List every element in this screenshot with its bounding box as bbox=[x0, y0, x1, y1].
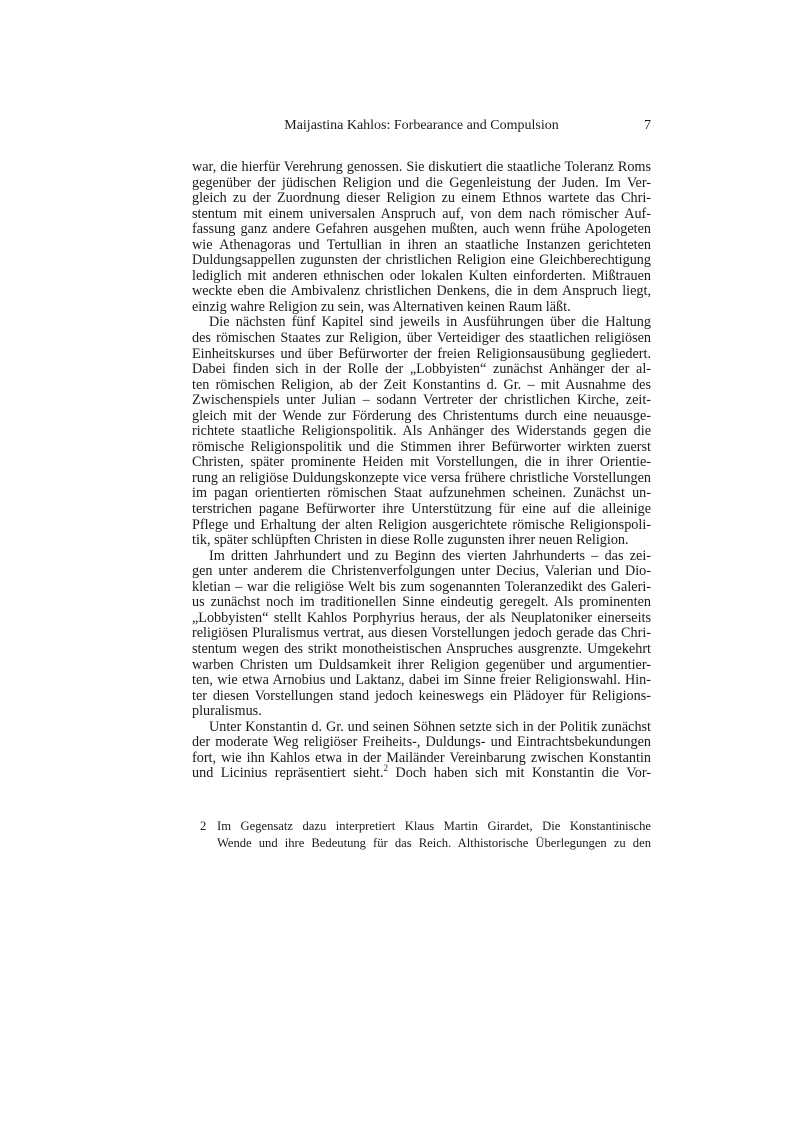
text-line: Pflege und Erhaltung der alten Religion ausgerichtete römische Religionspoli- bbox=[192, 516, 651, 533]
text-line: us zunächst noch im traditionellen Sinne eindeutig geregelt. Als prominenten bbox=[192, 594, 651, 611]
paragraph bbox=[192, 315, 651, 548]
text-line: Dabei finden sich in der Rolle der „Lobbyisten“ zunächst Anhänger der al- bbox=[192, 361, 651, 378]
text-line: gegenüber der jüdischen Religion und die Gegenleistung der Juden. Im Ver- bbox=[192, 174, 651, 191]
text-line: gen unter anderem die Christenverfolgungen unter Decius, Valerian und Dio- bbox=[192, 563, 651, 580]
text-line: „Lobbyisten“ stellt Kahlos Porphyrius heraus, der als Neuplatoniker einerseits bbox=[192, 609, 651, 626]
paragraph bbox=[192, 160, 651, 315]
text-line: fort, wie ihn Kahlos etwa in der Mailänder Vereinbarung zwischen Konstantin bbox=[192, 749, 651, 766]
footnote-text: Wende und ihre Bedeutung für das Reich. Althistorische Überlegungen zu den bbox=[217, 835, 651, 850]
text-line: warben Christen um Duldsamkeit ihrer Religion gegenüber und argumentier- bbox=[192, 656, 651, 673]
text-line: war, die hierfür Verehrung genossen. Sie diskutiert die staatliche Toleranz Roms bbox=[192, 159, 651, 175]
text-line: ten, wie etwa Arnobius und Laktanz, dabei im Sinne freier Religionswahl. Hin- bbox=[192, 672, 651, 689]
text-line: ten römischen Religion, ab der Zeit Konstantins d. Gr. – mit Ausnahme des bbox=[192, 376, 651, 393]
paragraph bbox=[192, 549, 651, 720]
footnote-number: 2 bbox=[200, 819, 207, 833]
text-line: pluralismus. bbox=[192, 703, 262, 720]
text-line: des römischen Staates zur Religion, über Verteidiger des staatlichen religiösen bbox=[192, 330, 651, 347]
text-line: Im dritten Jahrhundert und zu Beginn des vierten Jahrhunderts – das zei- bbox=[209, 547, 651, 564]
text-line: römische Religionspolitik und die Stimmen ihrer Befürworter wirkten zuerst bbox=[192, 438, 651, 455]
text-line: stentum wegen des strikt monotheistischen Anspruches ausgrenzte. Umgekehrt bbox=[192, 640, 651, 657]
text-line: Zwischenspiels unter Julian – sodann Vertreter der christlichen Kirche, zeit- bbox=[192, 392, 651, 409]
text-line: lediglich mit anderen ethnischen oder lokalen Kulten einforderten. Mißtrauen bbox=[192, 267, 651, 284]
running-title: Maijastina Kahlos: Forbearance and Compulsion bbox=[284, 118, 559, 133]
page-number: 7 bbox=[644, 118, 651, 133]
text-line: einzig wahre Religion zu sein, was Alternativen keinen Raum läßt. bbox=[192, 298, 571, 315]
text-line: gleich mit der Wende zur Förderung des Christentums durch eine neuausge- bbox=[192, 407, 651, 424]
text-line: richtete staatliche Religionspolitik. Als Anhänger des Widerstands gegen die bbox=[192, 423, 651, 440]
text-line: Die nächsten fünf Kapitel sind jeweils in Ausführungen über die Haltung bbox=[209, 314, 651, 331]
text-line: fassung ganz andere Gefahren ausgehen mußten, auch wenn frühe Apologeten bbox=[192, 221, 651, 238]
text-line: Christen, später prominente Heiden mit Vorstellungen, die in ihrer Orientie- bbox=[192, 454, 651, 471]
text-line: stentum mit einem universalen Anspruch auf, von dem nach römischer Auf- bbox=[192, 205, 651, 222]
text-line bbox=[192, 763, 651, 782]
text-line: tik, später schlüpften Christen in diese Rolle zugunsten ihrer neuen Religion. bbox=[192, 532, 629, 549]
text-line: ter diesen Vorstellungen stand jedoch keineswegs ein Plädoyer für Religions- bbox=[192, 687, 651, 704]
text-segment: Doch haben sich mit Konstantin die Vor- bbox=[388, 765, 651, 782]
paragraph bbox=[192, 720, 651, 782]
text-line: der moderate Weg religiöser Freiheits-, Duldungs- und Eintrachtsbekundungen bbox=[192, 734, 651, 751]
text-line: im pagan orientierten römischen Staat aufzunehmen scheinen. Zunächst un- bbox=[192, 485, 651, 502]
footnote-text: Im Gegensatz dazu interpretiert Klaus Martin Girardet, Die Konstantinische bbox=[217, 819, 651, 833]
text-line: Duldungsappellen zugunsten der christlichen Religion eine Gleichberechtigung bbox=[192, 252, 651, 269]
text-segment: und Licinius repräsentiert sieht. bbox=[192, 765, 384, 782]
text-line: rung an religiöse Duldungskonzepte vice versa frühere christliche Vorstellungen bbox=[192, 469, 651, 486]
text-line: gleich zu der Zuordnung dieser Religion zu einem Ethnos wartete das Chri- bbox=[192, 190, 651, 207]
text-line: terstrichen pagane Befürworter ihre Unterstützung für eine auf die alleinige bbox=[192, 501, 651, 518]
text-line: Einheitskurses und über Befürworter der freien Religionsausübung gegliedert. bbox=[192, 345, 651, 362]
body-text bbox=[192, 160, 651, 782]
footnote-reference[interactable]: 2 bbox=[383, 763, 389, 774]
text-line: Unter Konstantin d. Gr. und seinen Söhnen setzte sich in der Politik zunächst bbox=[209, 718, 651, 735]
footnote-line bbox=[200, 835, 651, 852]
text-line: weckte eben die Ambivalenz christlichen Denkens, die in dem Anspruch liegt, bbox=[192, 283, 651, 300]
footnote-line bbox=[200, 818, 651, 835]
text-line: religiösen Pluralismus vertrat, aus diesen Vorstellungen jedoch gerade das Chri- bbox=[192, 625, 651, 642]
footnote bbox=[200, 818, 651, 851]
text-line: wie Athenagoras und Tertullian in ihren an staatliche Instanzen gerichteten bbox=[192, 236, 651, 253]
running-head bbox=[192, 118, 651, 136]
text-line: kletian – war die religiöse Welt bis zum sogenannten Toleranzedikt des Galeri- bbox=[192, 578, 651, 595]
